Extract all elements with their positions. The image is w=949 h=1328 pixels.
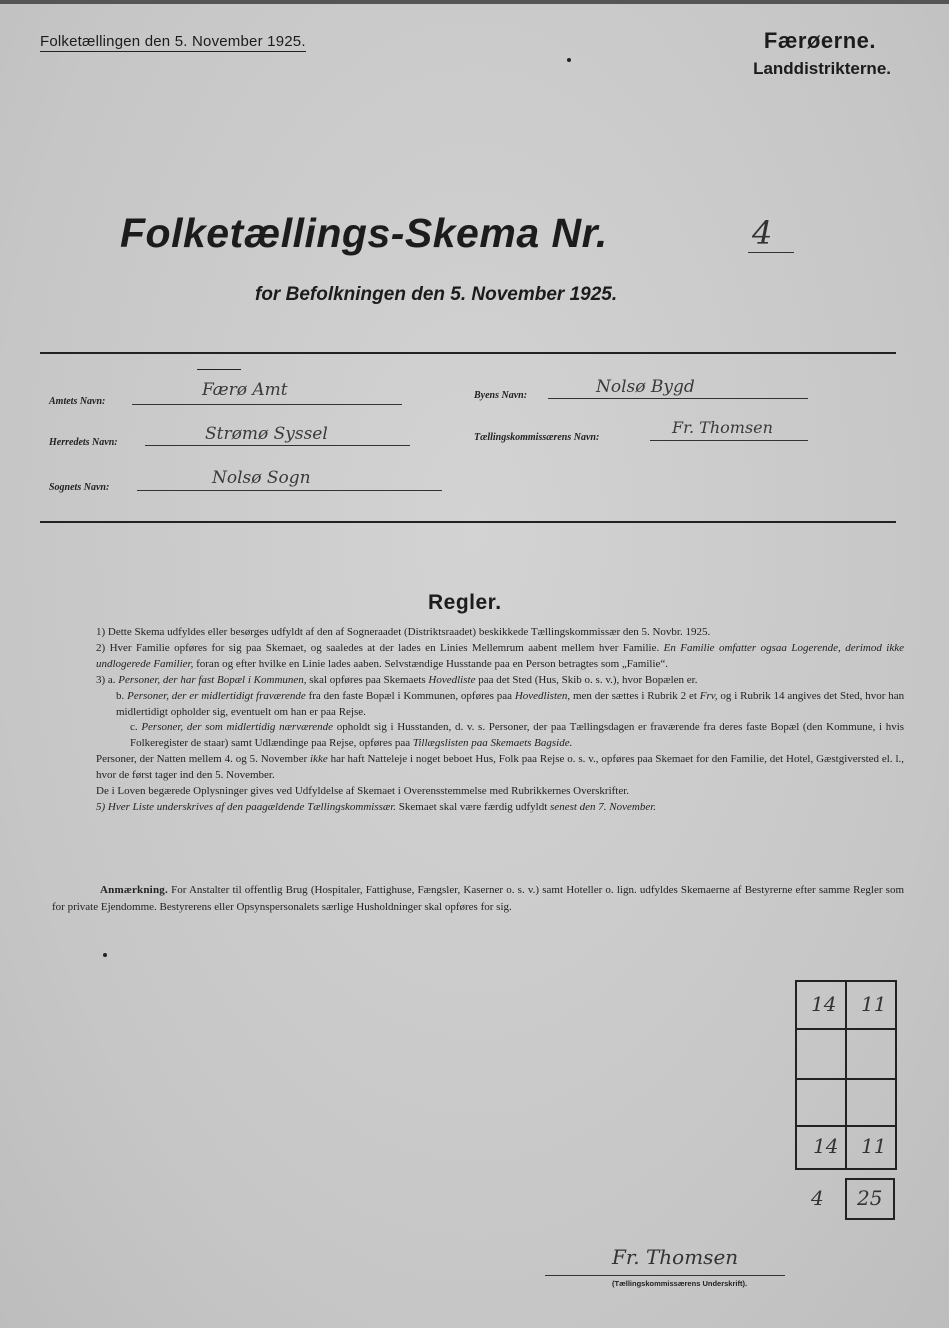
sogn-value: Nolsø Sogn (212, 468, 311, 488)
sogn-label: Sognets Navn: (49, 482, 110, 493)
header-district: Landdistrikterne. (753, 59, 891, 78)
rule-3b: b. Personer, der er midlertidigt fraværende fra den faste Bopæl i Kommunen, opføres paa Hovedlisten, men der sættes i Rubrik 2 et Frv, og i Rubrik 14 angives det Sted, hvor han midlertidigt opholder sig, eventuelt om han er paa Rejse. (116, 689, 905, 718)
tally-row-line (797, 1078, 895, 1080)
amt-value: Færø Amt (202, 380, 288, 400)
tally-row1-left: 14 (811, 992, 837, 1016)
speck (103, 953, 107, 957)
by-value: Nolsø Bygd (596, 377, 695, 397)
rule-2: 2) Hver Familie opføres for sig paa Skemaet, og saaledes at der lades en Linies Mellemrum aabent mellem hver Familie. En Familie omfatter ogsaa Logerende, derimod ikke undlogerede Familier, foran og efter hvilke en Linie lades aaben. Selvstændige Husstande paa en Person betragtes som „Familie“. (96, 641, 904, 670)
rules-heading: Regler. (428, 591, 502, 614)
mark-line (197, 369, 241, 370)
rule-5: De i Loven begærede Oplysninger gives ved Udfyldelse af Skemaet i Overensstemmelse med Rubrikkernes Overskrifter. (96, 785, 630, 798)
by-label: Byens Navn: (474, 390, 528, 401)
herred-label: Herredets Navn: (49, 437, 118, 448)
signature-line (545, 1275, 785, 1276)
tally-sum-right: 25 (857, 1186, 883, 1210)
rule-3c: c. Personer, der som midlertidig nærværende opholdt sig i Husstanden, d. v. s. Personer, der paa Tællingsdagen er fraværende fra deres faste Bopæl (den Kommune, i hvis Folkeregister de staar) samt Udlændinge paa Rejse, opføres paa Tillægslisten paa Skemaets Bagside. (130, 721, 905, 750)
divider-bottom (40, 521, 896, 523)
form-number-line (748, 252, 794, 253)
amt-line (132, 404, 402, 405)
form-subtitle: for Befolkningen den 5. November 1925. (255, 284, 618, 305)
signature-handwritten: Fr. Thomsen (612, 1245, 739, 1269)
sogn-line (137, 490, 442, 491)
note-label: Anmærkning. (100, 884, 168, 896)
tally-row1-right: 11 (861, 992, 887, 1016)
form-number-handwritten: 4 (752, 214, 773, 252)
tally-row-line (797, 1028, 895, 1030)
note (52, 882, 904, 916)
kommissaer-line (650, 440, 808, 441)
rule-4: Personer, der Natten mellem 4. og 5. November ikke har haft Natteleje i noget beboet Hus, Folk paa Rejse o. s. v., opføres paa Skemaet for den Familie, det Hotel, Gæstgiversted el. l., hvor de først tager ind den 5. November. (96, 753, 905, 782)
top-edge (0, 0, 949, 4)
tally-divider-vertical (845, 982, 847, 1168)
divider-top (40, 352, 896, 354)
tally-row5-right: 11 (861, 1134, 887, 1158)
note-text: For Anstalter til offentlig Brug (Hospitaler, Fattighuse, Fængsler, Kaserner o. s. v.) samt Hoteller o. lign. udfyldes Skemaerne af Bestyrerne efter samme Regler som for private Ejendomme. Bestyrerens eller Opsynspersonalets særlige Husholdninger skal opføres for sig. (52, 884, 905, 913)
tally-sum-left: 4 (811, 1186, 824, 1210)
tally-row-line (797, 1125, 895, 1127)
rule-6: 5) Hver Liste underskrives af den paagældende Tællingskommissær. Skemaet skal være færdig udfyldt senest den 7. November. (96, 800, 657, 813)
rules-body (52, 625, 904, 816)
signature-caption: (Tællingskommissærens Underskrift). (612, 1279, 748, 1288)
kommissaer-label: Tællingskommissærens Navn: (474, 432, 600, 443)
amt-label: Amtets Navn: (49, 396, 106, 407)
kommissaer-value: Fr. Thomsen (672, 418, 773, 437)
form-title: Folketællings-Skema Nr. (120, 210, 608, 256)
header-region: Færøerne. (763, 28, 876, 53)
header-census-date: Folketællingen den 5. November 1925. (40, 33, 306, 50)
by-line (548, 398, 808, 399)
tally-grid (795, 980, 897, 1170)
herred-line (145, 445, 410, 446)
rule-1: 1) Dette Skema udfyldes eller besørges udfyldt af den af Sogneraadet (Distriktsraadet) beskikkede Tællingskommissær den 5. Novbr. 1925. (96, 626, 711, 638)
herred-value: Strømø Syssel (205, 424, 328, 444)
speck (567, 58, 571, 62)
rule-3a: 3) a. Personer, der har fast Bopæl i Kommunen, skal opføres paa Skemaets Hovedliste paa det Sted (Hus, Skib o. s. v.), hvor Bopælen er. (96, 673, 698, 686)
tally-sum-box (845, 1178, 895, 1220)
tally-row5-left: 14 (813, 1134, 839, 1158)
